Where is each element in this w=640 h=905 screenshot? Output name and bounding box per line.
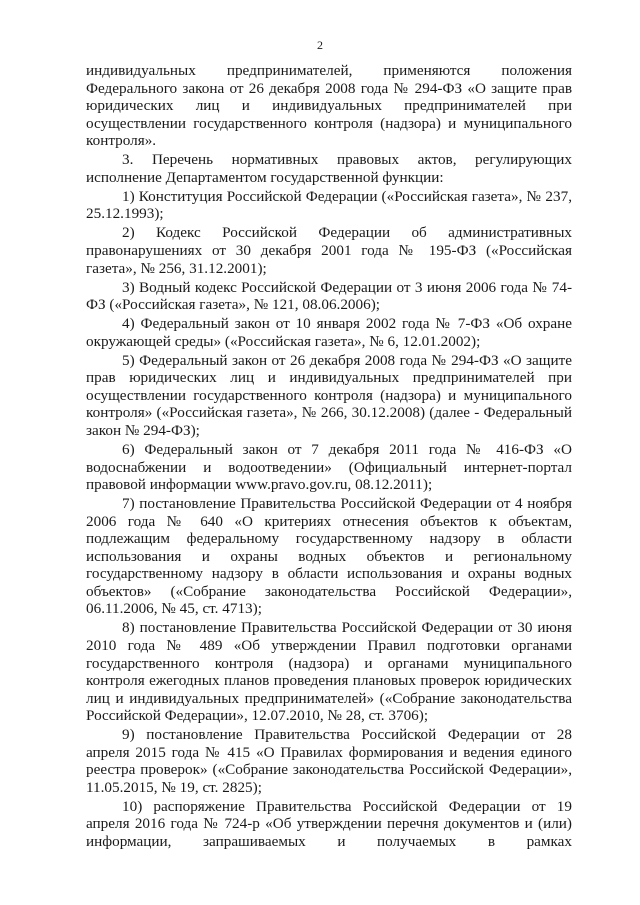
list-item: 1) Конституция Российской Федерации («Российская газета», № 237, 25.12.1993); [86, 187, 572, 223]
list-item: 2) Кодекс Российской Федерации об административных правонарушениях от 30 декабря 2001 года № 195-ФЗ («Российская газета», № 256, 31.12.2001); [86, 224, 572, 277]
list-item: 3) Водный кодекс Российской Федерации от 3 июня 2006 года № 74-ФЗ («Российская газета», № 121, 08.06.2006); [86, 278, 572, 314]
list-item: 6) Федеральный закон от 7 декабря 2011 года № 416-ФЗ «О водоснабжении и водоотведении» (Официальный интернет-портал правовой информации www.pravo.gov.ru, 08.12.2011); [86, 440, 572, 494]
paragraph: 3. Перечень нормативных правовых актов, регулирующих исполнение Департаментом государственной функции: [86, 151, 572, 186]
paragraph: индивидуальных предпринимателей, применяются положения Федерального закона от 26 декабря 2008 года № 294-ФЗ «О защите прав юридических лиц и индивидуальных предпринимателей при осуществлении государственного контроля (надзора) и муниципального контроля». [86, 62, 572, 150]
document-body [86, 62, 572, 851]
list-item: 7) постановление Правительства Российской Федерации от 4 ноября 2006 года № 640 «О критериях отнесения объектов к объектам, подлежащим федеральному государственному надзору в области использования и охраны водных объектов и региональному государственному надзору в области использования и охраны водных объектов» («Собрание законодательства Российской Федерации», 06.11.2006, № 45, ст. 4713); [86, 495, 572, 618]
list-item: 10) распоряжение Правительства Российской Федерации от 19 апреля 2016 года № 724-р «Об утверждении перечня документов и (или) информации, запрашиваемых и получаемых в рамках [86, 797, 572, 851]
list-item: 4) Федеральный закон от 10 января 2002 года № 7-ФЗ «Об охране окружающей среды» («Российская газета», № 6, 12.01.2002); [86, 315, 572, 350]
page-number: 2 [317, 38, 323, 52]
list-item: 5) Федеральный закон от 26 декабря 2008 года № 294-ФЗ «О защите прав юридических лиц и индивидуальных предпринимателей при осуществлении государственного контроля (надзора) и муниципального контроля» («Российская газета», № 266, 30.12.2008) (далее - Федеральный закон № 294-ФЗ); [86, 351, 572, 439]
list-item: 9) постановление Правительства Российской Федерации от 28 апреля 2015 года № 415 «О Правилах формирования и ведения единого реестра проверок» («Собрание законодательства Российской Федерации», 11.05.2015, № 19, ст. 2825); [86, 726, 572, 796]
list-item: 8) постановление Правительства Российской Федерации от 30 июня 2010 года № 489 «Об утверждении Правил подготовки органами государственного контроля (надзора) и органами муниципального контроля ежегодных планов проведения плановых проверок юридических лиц и индивидуальных предпринимателей» («Собрание законодательства Российской Федерации», 12.07.2010, № 28, ст. 3706); [86, 619, 572, 725]
